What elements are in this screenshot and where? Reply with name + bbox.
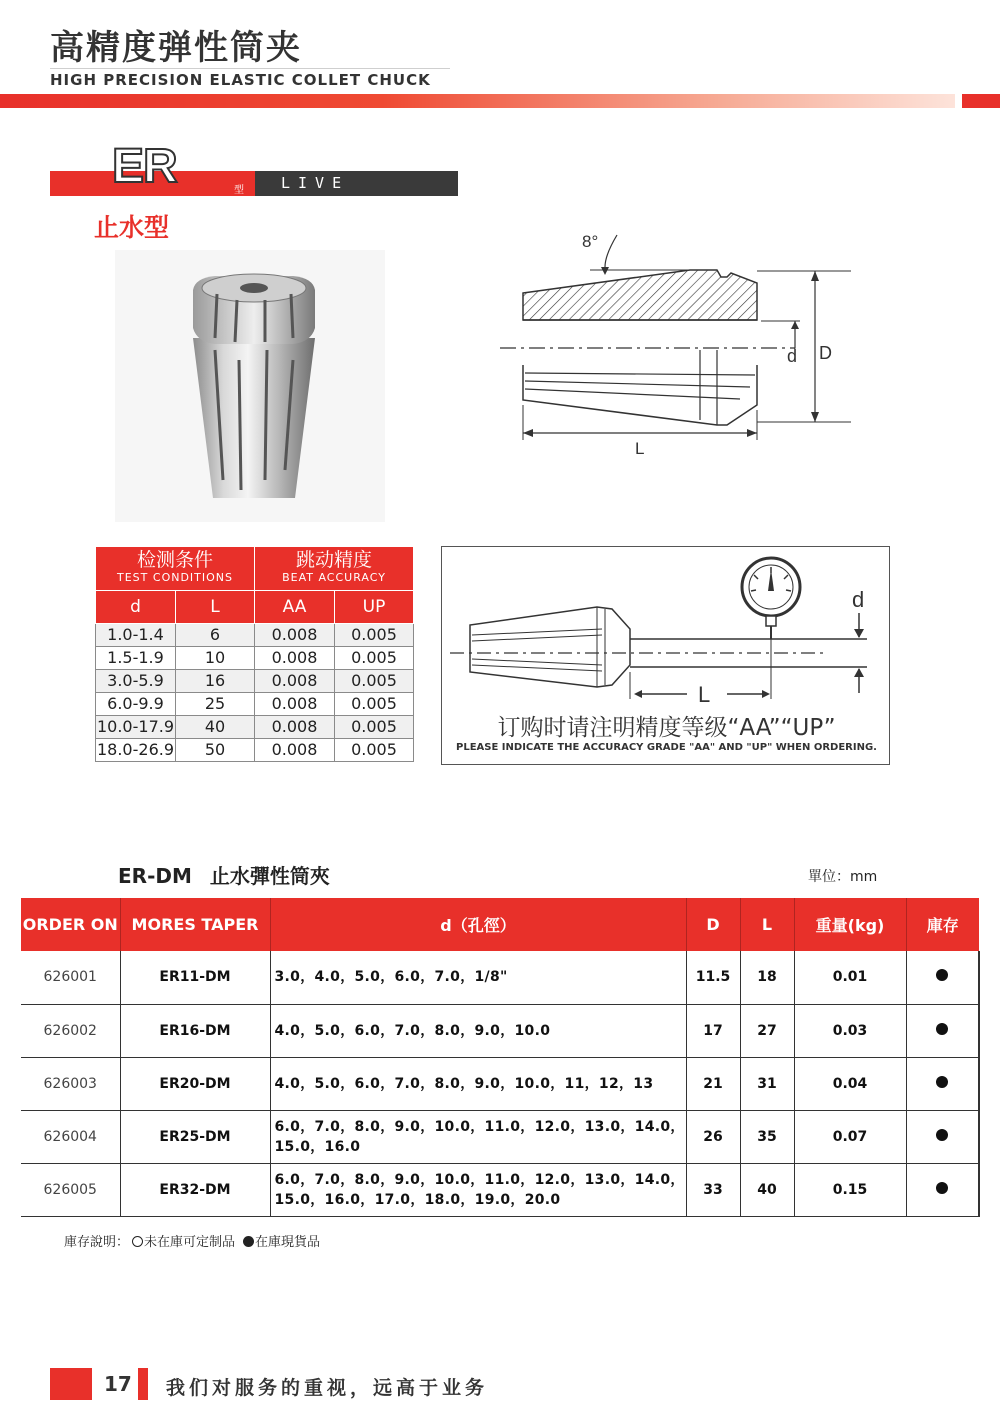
product-name: 止水彈性筒夾 [209, 864, 330, 888]
table-row: 1.0-1.4 6 0.008 0.005 [96, 624, 414, 647]
col-header-L: L [740, 898, 794, 951]
in-stock-icon [936, 969, 948, 981]
footer-red-block [50, 1368, 92, 1400]
table-row: 10.0-17.9 40 0.008 0.005 [96, 716, 414, 739]
page-subtitle-en: HIGH PRECISION ELASTIC COLLET CHUCK [50, 71, 431, 89]
table-row: 626002 ER16-DM 4.0，5.0，6.0，7.0，8.0，9.0，10.0 17 27 0.03 [21, 1004, 979, 1057]
header-divider [50, 68, 450, 69]
page-title: 高精度弹性筒夹 [50, 28, 302, 68]
page-number: 17 [104, 1372, 132, 1396]
er-type-suffix: 型 [234, 185, 244, 196]
stock-legend-filled: 在庫現貨品 [255, 1235, 321, 1250]
beat-accuracy-header: 跳动精度 BEAT ACCURACY [255, 547, 414, 591]
col-header-order: ORDER ON [21, 898, 120, 951]
footer-slogan: 我们对服务的重视，远高于业务 [166, 1377, 489, 1399]
col-header-stock: 庫存 [906, 898, 979, 951]
accuracy-d-label: d [852, 587, 865, 612]
table-row: 626001 ER11-DM 3.0，4.0，5.0，6.0，7.0，1/8" 11.5 18 0.01 [21, 951, 979, 1004]
col-header-weight: 重量(kg) [794, 898, 906, 951]
in-stock-icon [936, 1129, 948, 1141]
stock-legend-prefix: 庫存說明： [64, 1235, 130, 1250]
table-row: 18.0-26.9 50 0.008 0.005 [96, 739, 414, 762]
table-row: 626003 ER20-DM 4.0，5.0，6.0，7.0，8.0，9.0，10.0，11，12，13 21 31 0.04 [21, 1057, 979, 1110]
col-header-d: d [96, 591, 176, 624]
drawing-angle-label: 8° [582, 232, 599, 251]
accuracy-note-cn: 订购时请注明精度等级“AA”“UP” [497, 715, 836, 741]
col-header-AA: AA [255, 591, 335, 624]
header-accent-block [962, 94, 1000, 108]
stock-legend-open: 未在庫可定制品 [144, 1235, 236, 1250]
table-row: 1.5-1.9 10 0.008 0.005 [96, 647, 414, 670]
stock-legend [64, 1231, 320, 1250]
test-conditions-header: 检测条件 TEST CONDITIONS [96, 547, 255, 591]
beat-accuracy-table [95, 546, 414, 762]
open-circle-icon [132, 1236, 143, 1247]
col-header-UP: UP [335, 591, 414, 624]
table-row: 3.0-5.9 16 0.008 0.005 [96, 670, 414, 693]
er-type-code: ER [112, 140, 177, 193]
drawing-d-label: d [787, 346, 798, 366]
col-header-bore: d（孔徑） [270, 898, 686, 951]
table-row: 626004 ER25-DM 6.0，7.0，8.0，9.0，10.0，11.0，12.0，13.0，14.0， 15.0，16.0 26 35 0.07 [21, 1110, 979, 1163]
in-stock-icon [936, 1076, 948, 1088]
accuracy-diagram [441, 546, 890, 765]
product-spec-table [21, 898, 980, 1217]
table-row: 626005 ER32-DM 6.0，7.0，8.0，9.0，10.0，11.0，12.0，13.0，14.0， 15.0，16.0，17.0，18.0，19.0，20.0 33 40 0.15 [21, 1163, 979, 1216]
collet-photo [115, 250, 385, 522]
drawing-L-label: L [635, 439, 645, 458]
col-header-L: L [176, 591, 255, 624]
accuracy-L-label: L [698, 682, 711, 707]
section-subtitle: 止水型 [94, 213, 170, 242]
in-stock-icon [936, 1023, 948, 1035]
filled-circle-icon [243, 1236, 254, 1247]
footer-divider-bar [138, 1368, 148, 1400]
unit-label: 單位：mm [808, 869, 878, 885]
header-gradient-bar [0, 94, 955, 108]
drawing-D-label: D [819, 343, 832, 363]
collet-technical-drawing [495, 225, 875, 465]
accuracy-note-en: PLEASE INDICATE THE ACCURACY GRADE "AA" AND "UP" WHEN ORDERING. [456, 742, 877, 753]
in-stock-icon [936, 1182, 948, 1194]
table-row: 6.0-9.9 25 0.008 0.005 [96, 693, 414, 716]
col-header-taper: MORES TAPER [120, 898, 270, 951]
live-center-label: LIVE CENTER [255, 171, 458, 196]
product-title [118, 860, 330, 889]
col-header-D: D [686, 898, 740, 951]
product-model: ER-DM [118, 864, 192, 888]
